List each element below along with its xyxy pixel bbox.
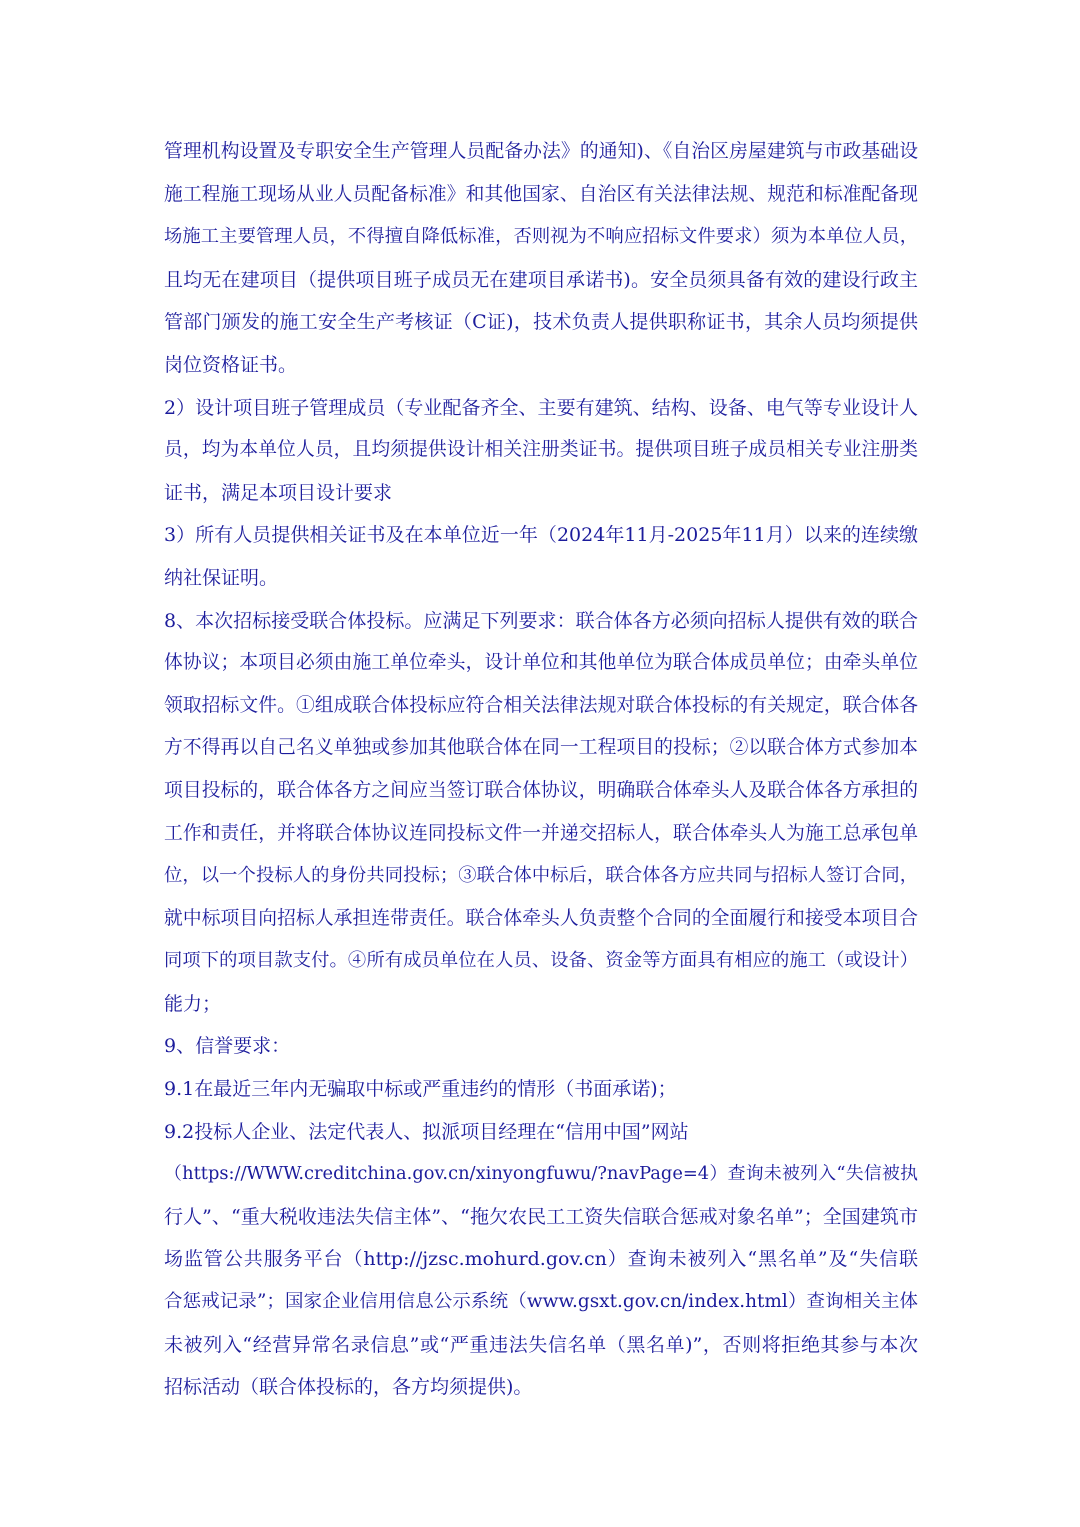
text-line: 未被列入“经营异常名录信息”或“严重违法失信名单（黑名单)”，否则将拒绝其参与本次	[164, 1333, 918, 1356]
text-line: 位，以一个投标人的身份共同投标；③联合体中标后，联合体各方应共同与招标人签订合同，	[164, 865, 918, 887]
text-line: 合惩戒记录”；国家企业信用信息公示系统（www.gsxt.gov.cn/index.html）查询相关主体	[164, 1291, 918, 1313]
text-line: 8、本次招标接受联合体投标。应满足下列要求：联合体各方必须向招标人提供有效的联合	[164, 609, 918, 632]
text-line: 项目投标的，联合体各方之间应当签订联合体协议，明确联合体牵头人及联合体各方承担的	[164, 779, 918, 801]
text-line: 能力；	[164, 992, 222, 1015]
text-line: 2）设计项目班子管理成员（专业配备齐全、主要有建筑、结构、设备、电气等专业设计人	[164, 396, 918, 419]
text-line: （https://WWW.creditchina.gov.cn/xinyongfuwu/?navPage=4）查询未被列入“失信被执	[164, 1163, 918, 1185]
text-line: 岗位资格证书。	[164, 353, 298, 376]
text-line: 管理机构设置及专职安全生产管理人员配备办法》的通知)、《自治区房屋建筑与市政基础设	[164, 141, 918, 162]
text-line: 场施工主要管理人员，不得擅自降低标准，否则视为不响应招标文件要求）须为本单位人员，	[164, 226, 918, 248]
text-line: 9.1在最近三年内无骗取中标或严重违约的情形（书面承诺)；	[164, 1078, 677, 1101]
text-line: 9、信誉要求：	[164, 1035, 291, 1058]
text-line: 同项下的项目款支付。④所有成员单位在人员、设备、资金等方面具有相应的施工（或设计）	[164, 950, 918, 972]
text-line: 工作和责任，并将联合体协议连同投标文件一并递交招标人，联合体牵头人为施工总承包单	[164, 822, 918, 844]
text-line: 就中标项目向招标人承担连带责任。联合体牵头人负责整个合同的全面履行和接受本项目合	[164, 907, 918, 929]
text-line: 领取招标文件。①组成联合体投标应符合相关法律法规对联合体投标的有关规定，联合体各	[164, 694, 918, 716]
text-line: 9.2投标人企业、法定代表人、拟派项目经理在“信用中国”网站	[164, 1120, 689, 1143]
text-line: 证书，满足本项目设计要求	[164, 481, 393, 504]
text-line: 场监管公共服务平台（http://jzsc.mohurd.gov.cn）查询未被列入“黑名单”及“失信联	[164, 1248, 918, 1271]
document-body	[164, 131, 918, 1409]
text-line: 体协议；本项目必须由施工单位牵头，设计单位和其他单位为联合体成员单位；由牵头单位	[164, 652, 918, 674]
text-line: 纳社保证明。	[164, 566, 279, 589]
text-line: 方不得再以自己名义单独或参加其他联合体在同一工程项目的投标；②以联合体方式参加本	[164, 737, 918, 759]
text-line: 行人”、“重大税收违法失信主体”、“拖欠农民工工资失信联合惩戒对象名单”；全国建筑市	[164, 1205, 918, 1228]
text-line: 招标活动（联合体投标的，各方均须提供)。	[164, 1376, 533, 1399]
text-line: 员，均为本单位人员，且均须提供设计相关注册类证书。提供项目班子成员相关专业注册类	[164, 439, 918, 461]
text-line: 施工程施工现场从业人员配备标准》和其他国家、自治区有关法律法规、规范和标准配备现	[164, 183, 918, 205]
text-line: 且均无在建项目（提供项目班子成员无在建项目承诺书)。安全员须具备有效的建设行政主	[164, 268, 918, 291]
text-line: 管部门颁发的施工安全生产考核证（C证)，技术负责人提供职称证书，其余人员均须提供	[164, 311, 918, 334]
text-line: 3）所有人员提供相关证书及在本单位近一年（2024年11月-2025年11月）以来的连续缴	[164, 524, 918, 547]
